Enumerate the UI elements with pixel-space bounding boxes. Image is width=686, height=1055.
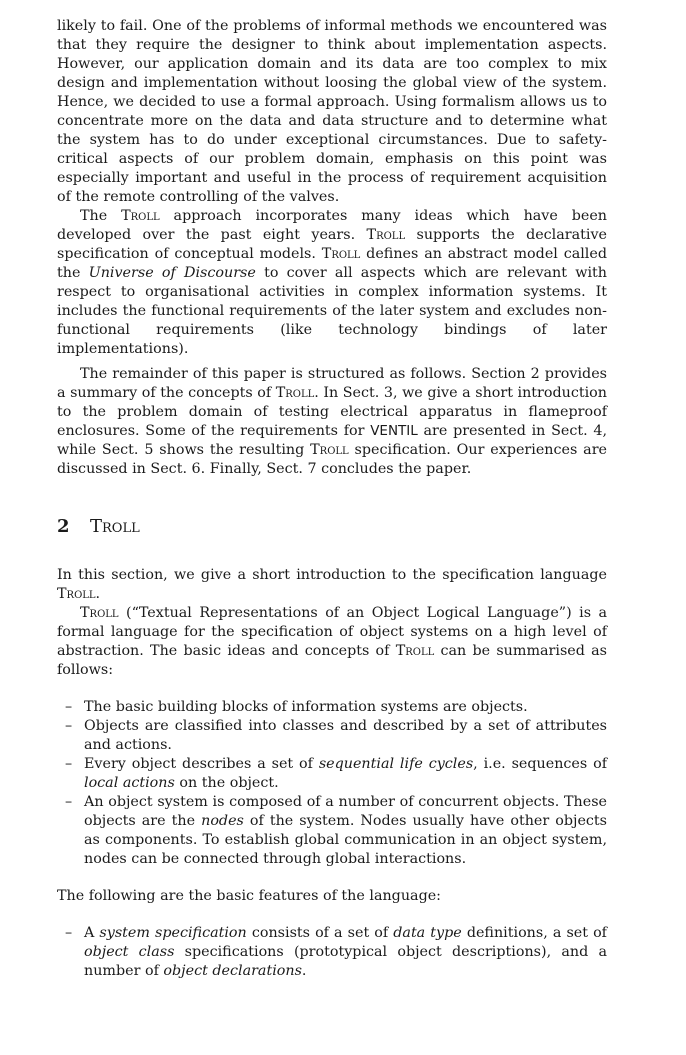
list-item <box>57 698 607 717</box>
paragraph-sec2-3 <box>57 887 607 906</box>
features-list <box>57 924 607 981</box>
paragraph-intro-2 <box>57 207 607 359</box>
text: specifications (prototypical object descriptions), and a number of <box>84 944 607 979</box>
text: Every object describes a set of <box>84 756 319 772</box>
section-number: 2 <box>57 516 70 537</box>
text: An object system is composed of a number of concurrent objects. These objects are the <box>84 794 607 829</box>
list-item <box>57 793 607 869</box>
emphasis: Universe of Discourse <box>88 265 256 281</box>
list-item <box>57 755 607 793</box>
emphasis: sequential life cycles <box>318 756 474 772</box>
text: supports the declarative specification of conceptual models. <box>57 227 607 262</box>
text: definitions, a set of <box>461 925 607 941</box>
troll-name: Troll <box>80 605 119 621</box>
troll-name: Troll <box>310 442 349 458</box>
bullet-dash: – <box>65 794 73 810</box>
text: can be summarised as follows: <box>57 643 607 678</box>
bullet-dash: – <box>65 756 73 772</box>
bullet-dash: – <box>65 699 73 715</box>
paragraph-sec2-2 <box>57 604 607 680</box>
text: . <box>95 586 101 602</box>
troll-name: Troll <box>275 385 315 401</box>
section-title: Troll <box>90 516 140 537</box>
troll-name: Troll <box>366 227 406 243</box>
text: In this section, we give a short introduction to the specification language <box>57 567 607 583</box>
list-item <box>57 924 607 981</box>
text: The following are the basic features of the language: <box>57 888 441 904</box>
emphasis: local actions <box>84 775 175 791</box>
troll-name: Troll <box>57 586 96 602</box>
paragraph-sec2-1 <box>57 566 607 604</box>
text: approach incorporates many ideas which have been developed over the past eight years. <box>57 208 608 243</box>
text: , i.e. sequences of <box>473 756 607 772</box>
troll-name: Troll <box>395 643 435 659</box>
paragraph-intro-3 <box>57 365 607 479</box>
text: on the object. <box>174 775 279 791</box>
text: The <box>80 208 122 224</box>
bullet-dash: – <box>65 718 73 734</box>
section-heading <box>57 515 607 539</box>
text: . In Sect. 3, we give a short introduction to the problem domain of testing electrical apparatus in flameproof enclosures. Some of the requirements for <box>57 385 607 439</box>
emphasis: object class <box>84 944 175 960</box>
text: The remainder of this paper is structured as follows. Section 2 provides a summary of the concepts of <box>57 366 607 401</box>
text: The basic building blocks of information systems are objects. <box>84 699 528 715</box>
text: Objects are classified into classes and described by a set of attributes and actions. <box>84 718 607 753</box>
bullet-dash: – <box>65 925 73 941</box>
ventil-name: VENTIL <box>370 423 418 439</box>
troll-name: Troll <box>121 208 160 224</box>
paragraph-intro-1 <box>57 17 607 207</box>
concepts-list <box>57 698 607 869</box>
text: (“Textual Representations of an Object Logical Language”) is a formal language for the specification of object systems on a high level of abstraction. The basic ideas and concepts of <box>57 605 607 659</box>
emphasis: system specification <box>99 925 247 941</box>
text: specification. Our experiences are discussed in Sect. 6. Finally, Sect. 7 concludes the paper. <box>57 442 607 477</box>
list-item <box>57 717 607 755</box>
emphasis: data type <box>393 925 462 941</box>
text: to cover all aspects which are relevant with respect to organisational activities in complex information systems. It includes the functional requirements of the later system and excludes non-functional requirements (like technology bindings of later implementations). <box>57 265 607 357</box>
text: defines an abstract model called the <box>57 246 607 281</box>
text: are presented in Sect. 4, while Sect. 5 shows the resulting <box>57 423 608 458</box>
emphasis: nodes <box>201 813 244 829</box>
text: . <box>301 963 307 979</box>
paper-page <box>57 17 607 981</box>
text: of the system. Nodes usually have other objects as components. To establish global communication in an object system, nodes can be connected through global interactions. <box>84 813 608 867</box>
text: consists of a set of <box>246 925 394 941</box>
troll-name: Troll <box>321 246 361 262</box>
text: likely to fail. One of the problems of informal methods we encountered was that they require the designer to think about implementation aspects. However, our application domain and its data are too complex to mix design and implementation without loosing the global view of the system. Hence, we decided to use a formal approach. Using formalism allows us to concentrate more on the data and data structure and to determine what the system has to do under exceptional circumstances. Due to safety-critical aspects of our problem domain, emphasis on this point was especially important and useful in the process of requirement acquisition of the remote controlling of the valves. <box>57 18 607 205</box>
emphasis: object declarations <box>163 963 302 979</box>
text: A <box>84 925 100 941</box>
